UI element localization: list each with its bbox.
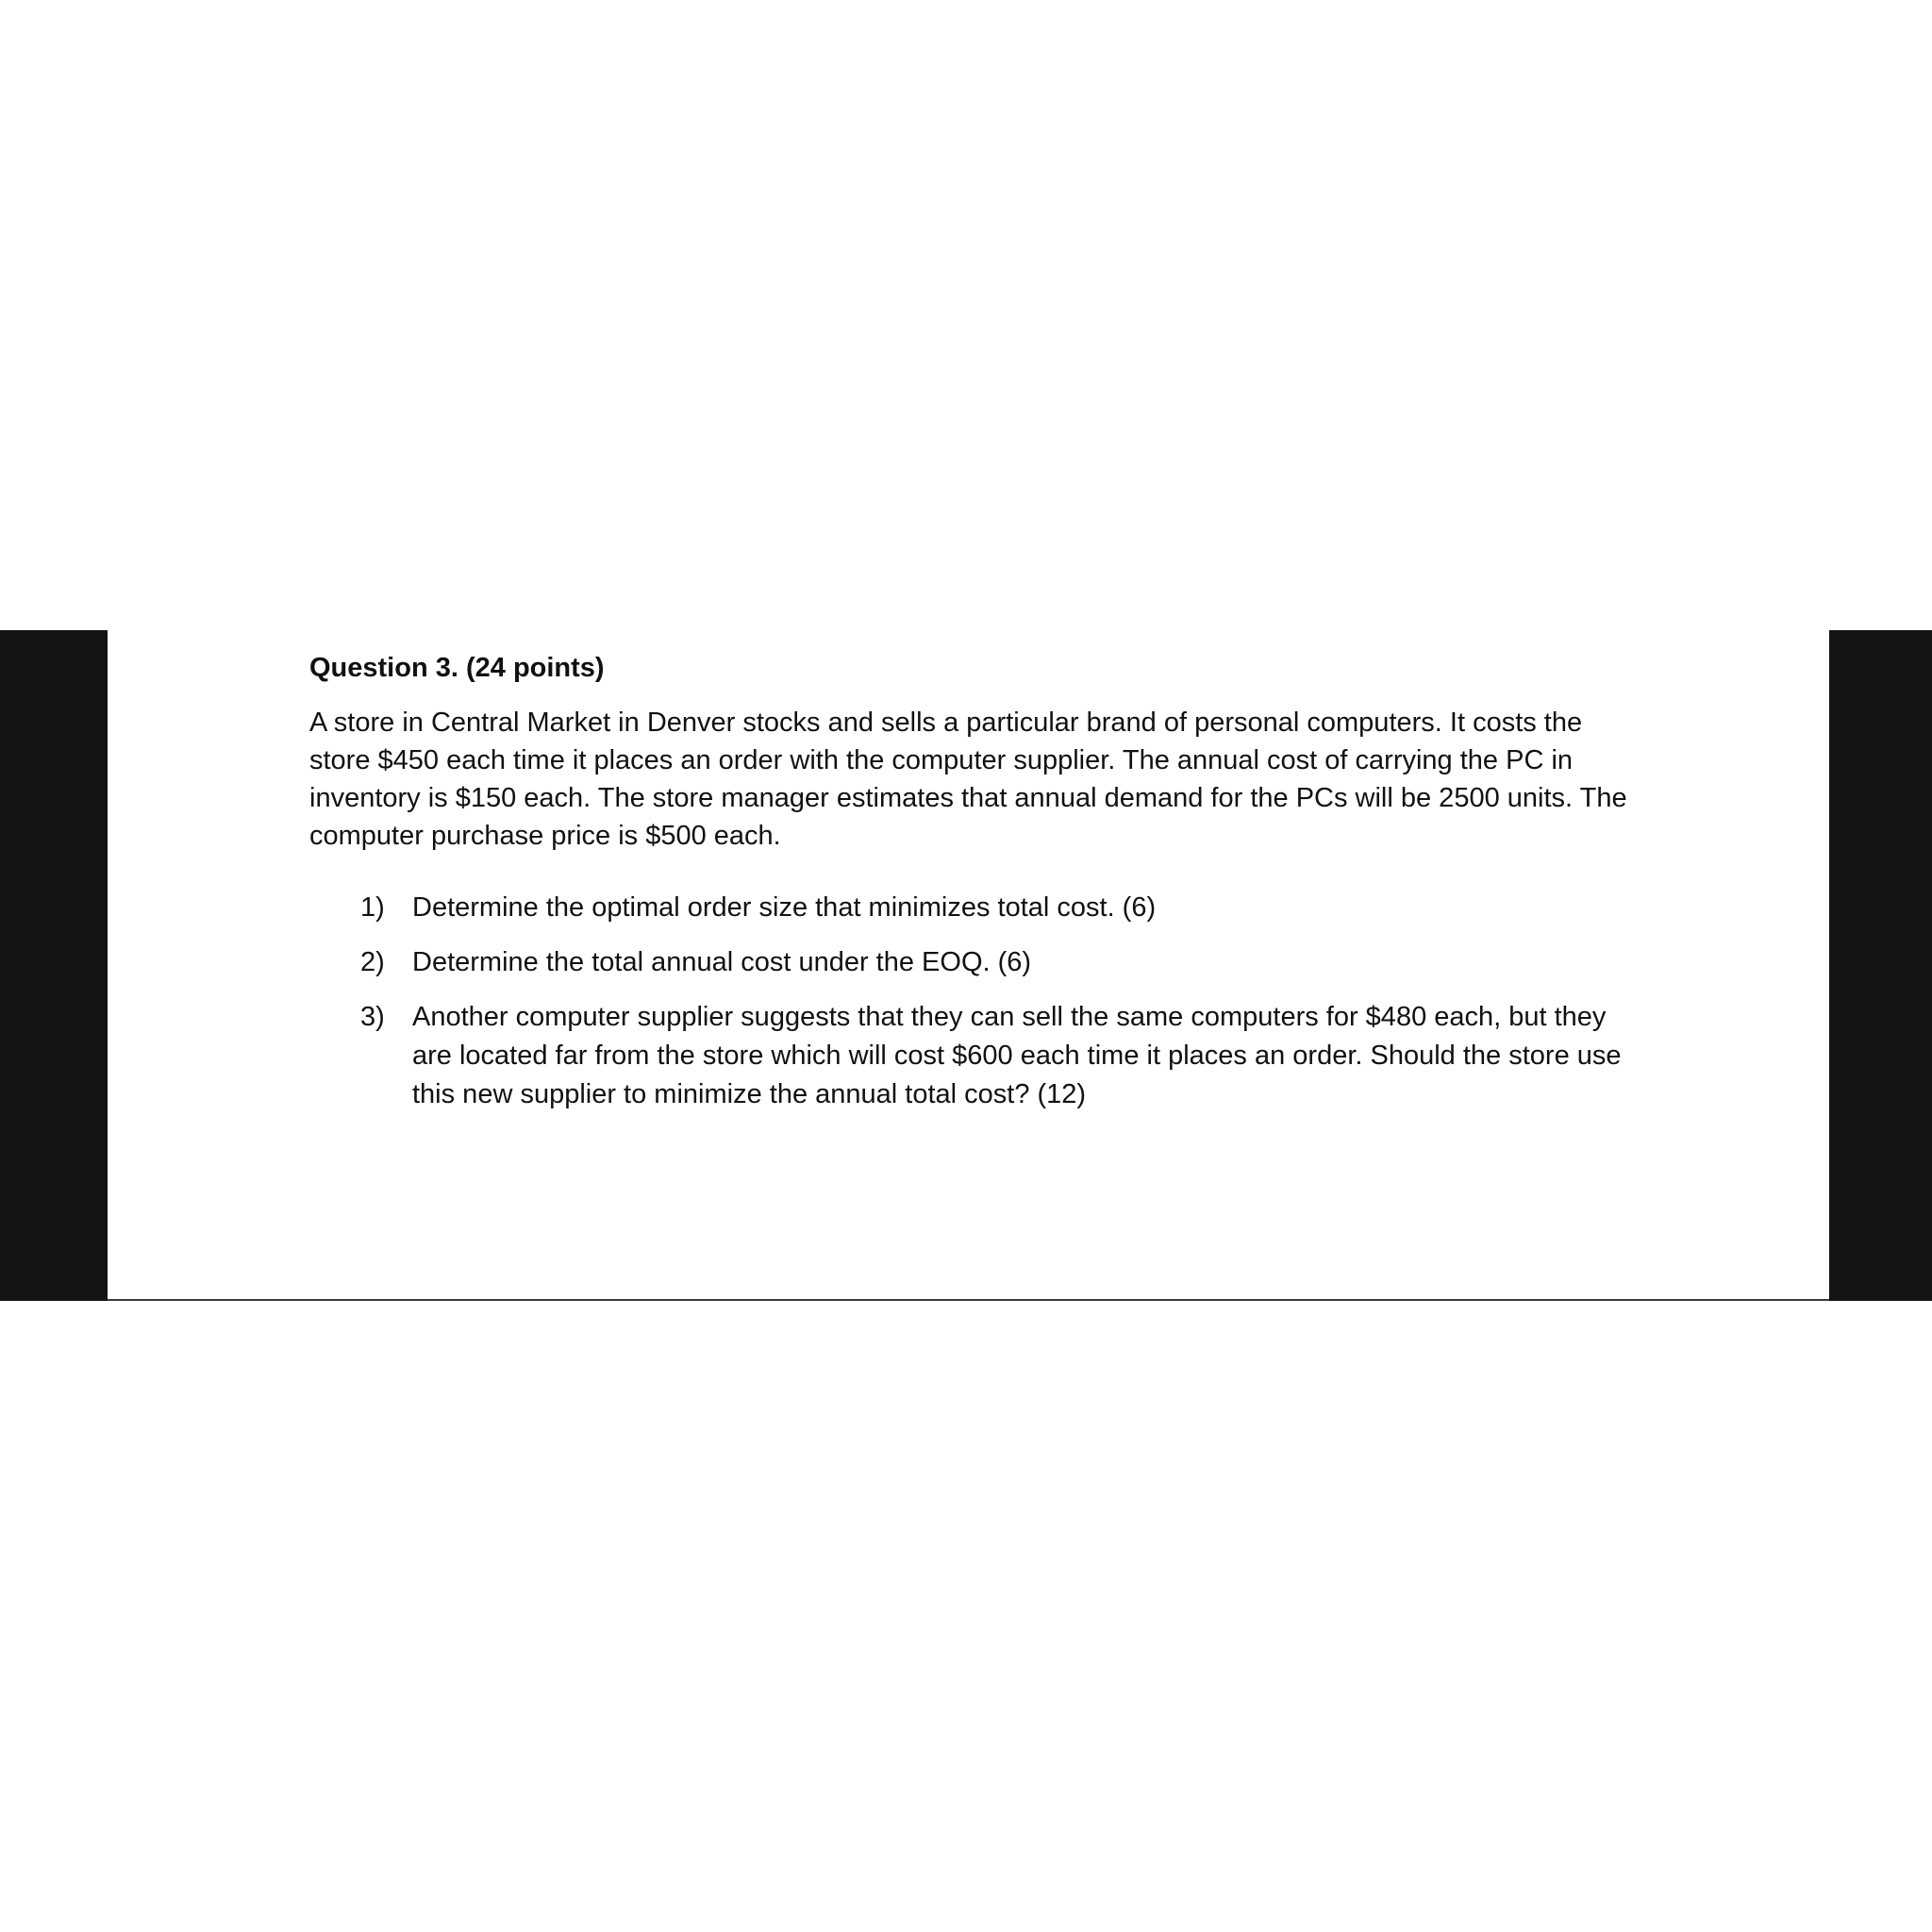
question-paragraph: A store in Central Market in Denver stocks and sells a particular brand of personal computers. It costs the store $450 each time it places an order with the computer supplier. The annual cost of carrying the PC in inventory is $150 each. The store manager estimates that annual demand for the PCs will be 2500 units. The computer purchase price is $500 each. [309, 708, 1627, 851]
right-black-bar [1829, 630, 1932, 1301]
list-item [309, 998, 1639, 1114]
question-items [309, 889, 1630, 1114]
question-content [309, 649, 1630, 1130]
list-item [309, 943, 1639, 982]
item-number: 1) [360, 892, 385, 923]
list-item [309, 889, 1639, 927]
left-black-bar [0, 630, 108, 1301]
bottom-divider [108, 1299, 1829, 1301]
document-band [0, 630, 1932, 1301]
item-number: 2) [360, 947, 385, 977]
question-title: Question 3. (24 points) [309, 653, 605, 683]
item-text: Determine the total annual cost under the EOQ. (6) [412, 947, 1032, 977]
item-text: Another computer supplier suggests that they can sell the same computers for $480 each, but they are located far from the store which will cost $600 each time it places an order. Should the store use this new supplier to minimize the annual total cost? (12) [412, 1002, 1622, 1109]
item-number: 3) [360, 1002, 385, 1032]
item-text: Determine the optimal order size that minimizes total cost. (6) [412, 892, 1157, 923]
